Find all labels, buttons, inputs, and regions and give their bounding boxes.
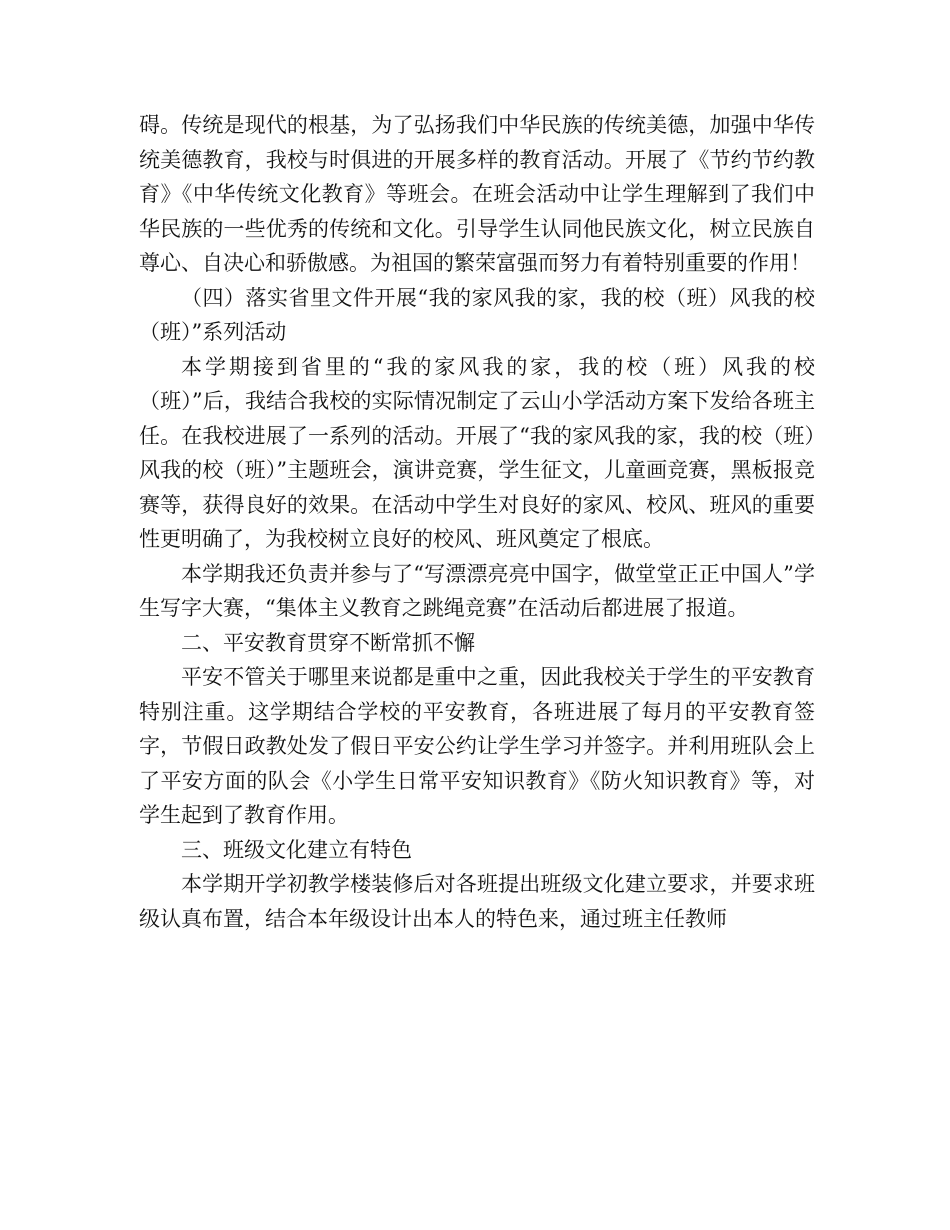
section-heading-safety: 二、平安教育贯穿不断常抓不懈 <box>181 630 475 655</box>
section-heading-class-culture: 三、班级文化建立有特色 <box>181 837 412 862</box>
paragraph-family-style-activity: 本学期接到省里的“我的家风我的家，我的校（班）风我的校（班）”后，我结合我校的实际情况制定了云山小学活动方案下发给各班主任。在我校进展了一系列的活动。开展了“我的家风我的家，我的校（班）风我的校（班）”主题班会，演讲竞赛，学生征文，儿童画竞赛，黑板报竞赛等，获得良好的效果。在活动中学生对良好的家风、校风、班风的重要性更明确了，为我校树立良好的校风、班风奠定了根底。 <box>139 354 815 551</box>
paragraph-continuation: 碍。传统是现代的根基，为了弘扬我们中华民族的传统美德，加强中华传统美德教育，我校与时俱进的开展多样的教育活动。开展了《节约节约教育》《中华传统文化教育》等班会。在班会活动中让学生理解到了我们中华民族的一些优秀的传统和文化。引导学生认同他民族文化，树立民族自尊心、自决心和骄傲感。为祖国的繁荣富强而努力有着特别重要的作用！ <box>139 113 815 275</box>
paragraph-safety-education: 平安不管关于哪里来说都是重中之重，因此我校关于学生的平安教育特别注重。这学期结合学校的平安教育，各班进展了每月的平安教育签字，节假日政教处发了假日平安公约让学生学习并签字。并利用班队会上了平安方面的队会《小学生日常平安知识教育》《防火知识教育》等，对学生起到了教育作用。 <box>139 665 815 827</box>
paragraph-class-culture: 本学期开学初教学楼装修后对各班提出班级文化建立要求，并要求班级认真布置，结合本年级设计出本人的特色来，通过班主任教师 <box>139 872 815 931</box>
section-heading-four: （四）落实省里文件开展“我的家风我的家，我的校（班）风我的校（班）”系列活动 <box>139 285 815 344</box>
paragraph-writing-contest: 本学期我还负责并参与了“写漂漂亮亮中国字，做堂堂正正中国人”学生写字大赛，“集体主义教育之跳绳竞赛”在活动后都进展了报道。 <box>139 561 815 620</box>
document-body <box>139 108 815 936</box>
